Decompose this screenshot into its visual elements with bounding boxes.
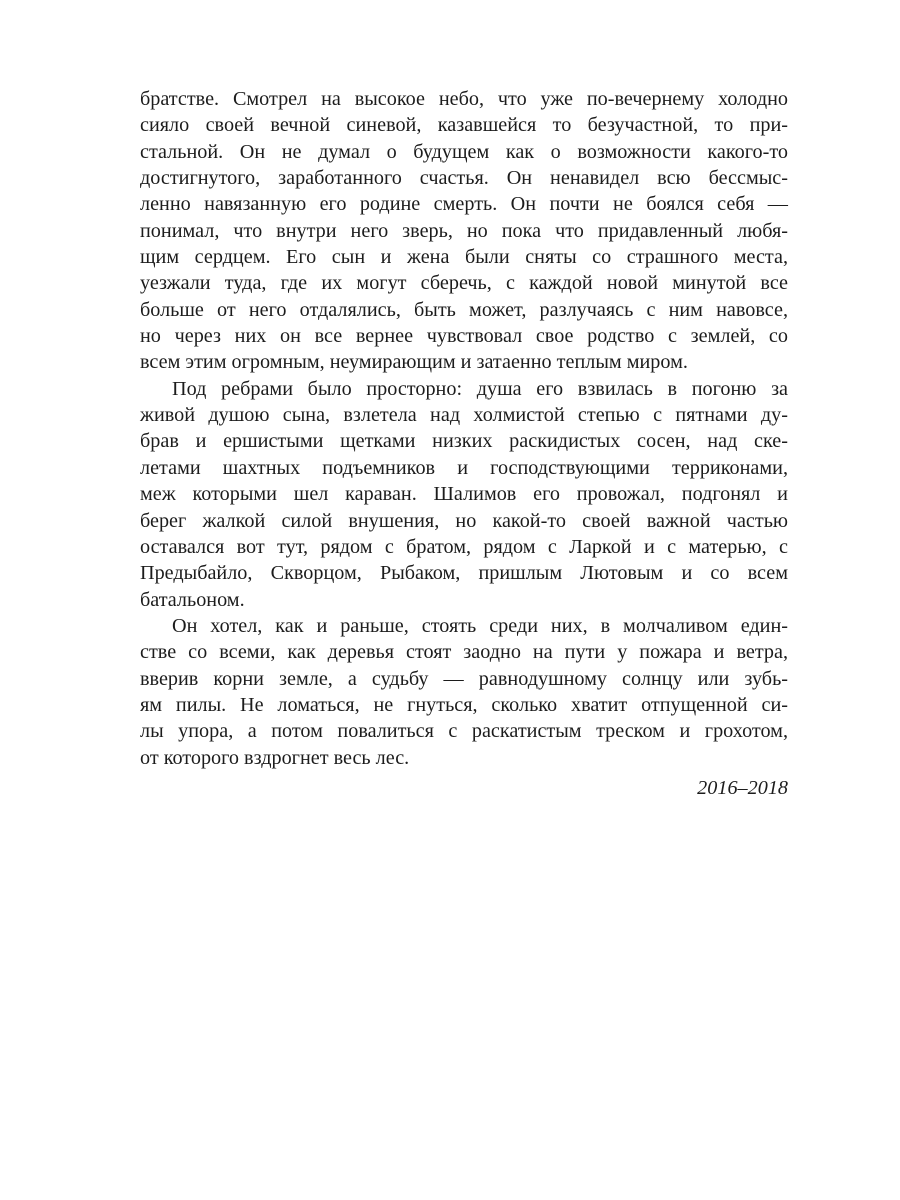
date-signature: 2016–2018 (697, 777, 788, 799)
text-line: брав и ершистыми щетками низких раскидистых сосен, над ске- (140, 430, 788, 453)
text-line: меж которыми шел караван. Шалимов его провожал, подгонял и (140, 483, 788, 506)
text-line: всем этим огромным, неумирающим и затаенно теплым миром. (140, 351, 688, 374)
paragraph-3 (140, 613, 788, 771)
text-line: братстве. Смотрел на высокое небо, что уже по-вечернему холодно (140, 88, 788, 110)
paragraph-1 (140, 86, 788, 376)
text-line: летами шахтных подъемников и господствующими терриконами, (140, 456, 788, 479)
text-line: оставался вот тут, рядом с братом, рядом с Ларкой и с матерью, с (140, 535, 788, 558)
text-line: Предыбайло, Скворцом, Рыбаком, пришлым Лютовым и со всем (140, 562, 788, 585)
text-line: стве со всеми, как деревья стоят заодно на пути у пожара и ветра, (140, 641, 788, 664)
text-line: лы упора, а потом повалиться с раскатистым треском и грохотом, (140, 720, 788, 743)
text-line: батальоном. (140, 588, 245, 611)
text-line: щим сердцем. Его сын и жена были сняты со страшного места, (140, 246, 788, 269)
text-line: берег жалкой силой внушения, но какой-то своей важной частью (140, 509, 788, 532)
text-line: понимал, что внутри него зверь, но пока что придавленный любя- (140, 219, 788, 242)
text-line: стальной. Он не думал о будущем как о возможности какого-то (140, 140, 788, 163)
text-line: но через них он все вернее чувствовал свое родство с землей, со (140, 325, 788, 348)
text-line: ям пилы. Не ломаться, не гнуться, сколько хватит отпущенной си- (140, 693, 788, 716)
text-line: достигнутого, заработанного счастья. Он ненавидел всю бессмыс- (140, 167, 788, 190)
paragraph-2 (140, 376, 788, 613)
text-line: Под ребрами было просторно: душа его взвилась в погоню за (172, 377, 788, 400)
text-line: ленно навязанную его родине смерть. Он почти не боялся себя — (140, 193, 788, 216)
text-line: Он хотел, как и раньше, стоять среди них, в молчаливом един- (172, 614, 788, 637)
text-line: уезжали туда, где их могут сберечь, с каждой новой минутой все (140, 272, 788, 295)
text-line: больше от него отдалялись, быть может, разлучаясь с ним навовсе, (140, 298, 788, 321)
text-line: сияло своей вечной синевой, казавшейся то безучастной, то при- (140, 114, 788, 137)
book-page-text (140, 86, 788, 771)
text-line: вверив корни земле, а судьбу — равнодушному солнцу или зубь- (140, 667, 788, 690)
text-line: от которого вздрогнет весь лес. (140, 746, 410, 769)
text-line: живой душою сына, взлетела над холмистой степью с пятнами ду- (140, 404, 788, 427)
